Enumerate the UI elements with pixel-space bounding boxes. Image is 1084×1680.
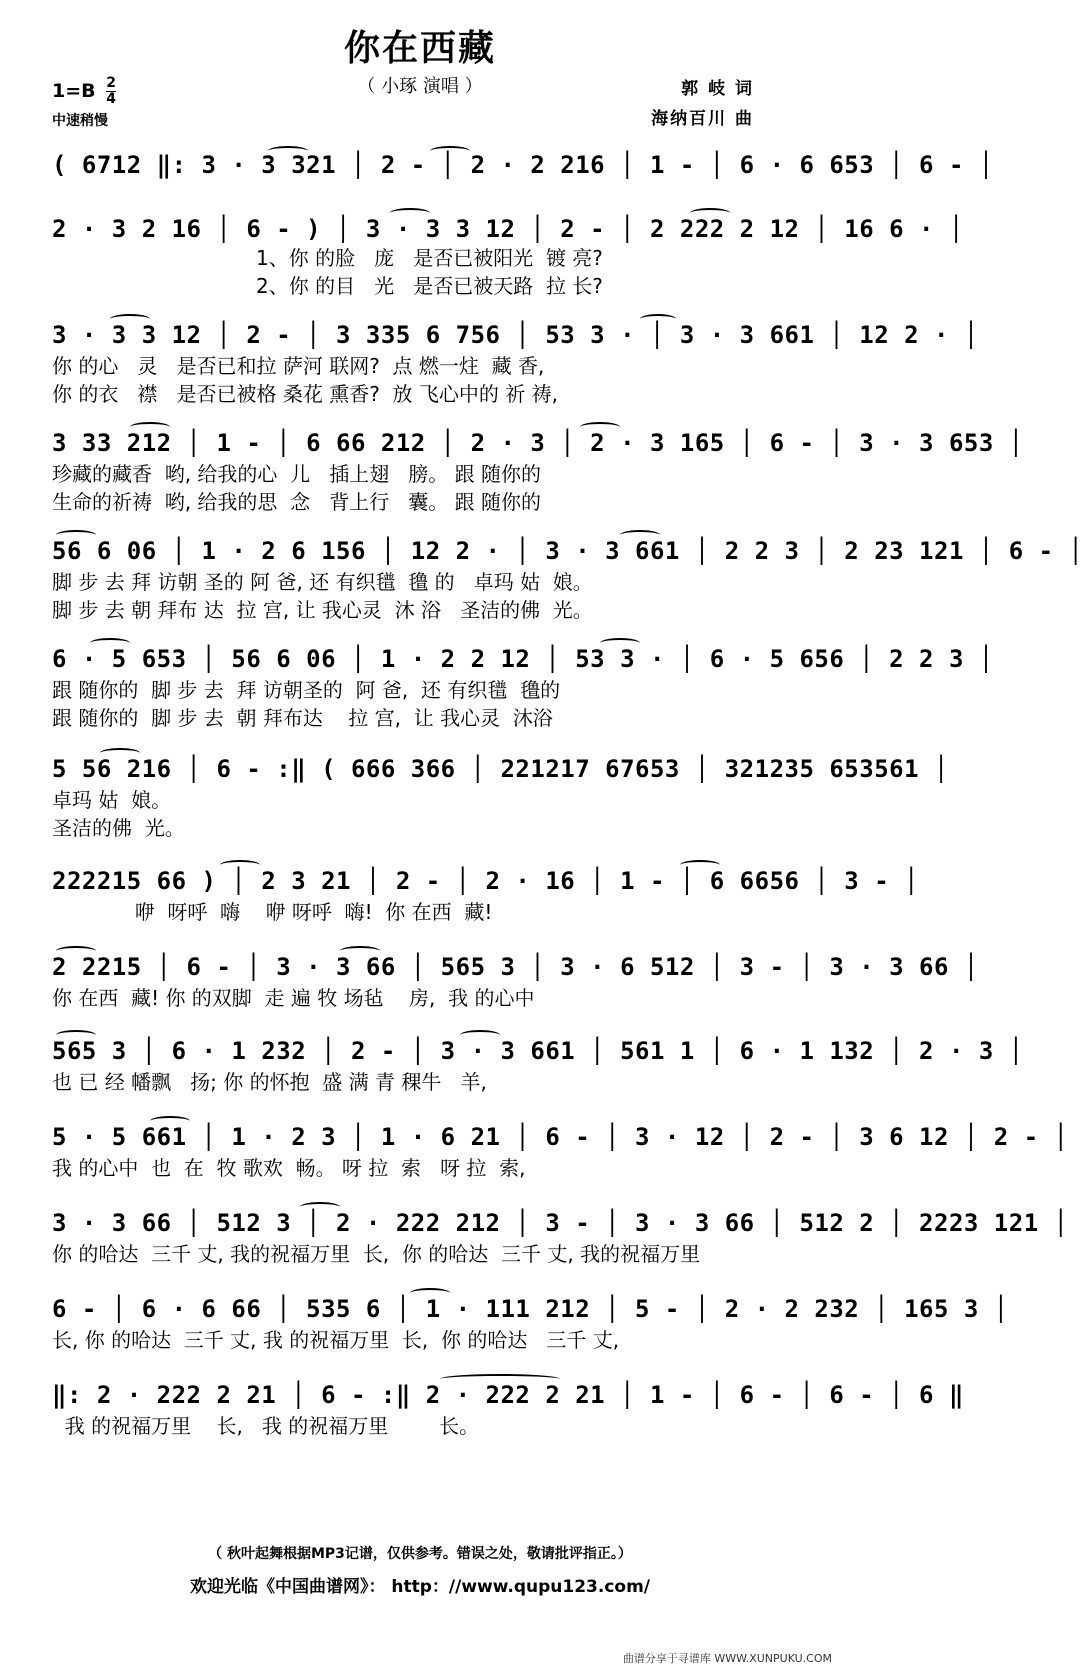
slur-mark bbox=[300, 1202, 340, 1212]
notation-line-1: ( 6712 ‖: 3 · 3 321 │ 2 - │ 2 · 2 216 │ 1 - │ 6 · 6 653 │ 6 - │ bbox=[52, 151, 994, 179]
lyric-line-6a: 跟 随你的 脚 步 去 拜 访朝圣的 阿 爸, 还 有织氆 氇的 bbox=[52, 678, 561, 702]
lyric-line-7b: 圣洁的佛 光。 bbox=[52, 816, 185, 840]
notation-line-7: 5 56 216 │ 6 - :‖ ( 666 366 │ 221217 67653 │ 321235 653561 │ bbox=[52, 755, 949, 783]
site-link[interactable]: 欢迎光临《中国曲谱网》： http：//www.qupu123.com/ bbox=[189, 1577, 650, 1597]
slur-mark bbox=[390, 208, 430, 218]
lyricist-credit: 郭 岐 词 bbox=[681, 79, 754, 99]
notation-line-5: 56 6 06 │ 1 · 2 6 156 │ 12 2 · │ 3 · 3 661 │ 2 2 3 │ 2 23 121 │ 6 - │ bbox=[52, 537, 1084, 565]
slur-mark bbox=[690, 208, 730, 218]
notation-line-3: 3 · 3 3 12 │ 2 - │ 3 335 6 756 │ 53 3 · │ 3 · 3 661 │ 12 2 · │ bbox=[52, 321, 979, 349]
slur-mark bbox=[600, 638, 640, 648]
lyric-line-4a: 珍藏的藏香 哟, 给我的心 儿 插上翅 膀。 跟 随你的 bbox=[52, 462, 542, 486]
tempo-marking: 中速稍慢 bbox=[52, 113, 108, 129]
transcription-note: （ 秋叶起舞根据MP3记谱，仅供参考。错误之处，敬请批评指正。） bbox=[208, 1546, 632, 1562]
lyric-line-5b: 脚 步 去 朝 拜布 达 拉 宫, 让 我心灵 沐 浴 圣洁的佛 光。 bbox=[52, 598, 593, 622]
composer-credit: 海纳百川 曲 bbox=[651, 109, 754, 129]
slur-mark bbox=[268, 146, 308, 156]
notation-line-14: ‖: 2 · 222 2 21 │ 6 - :‖ 2 · 222 2 21 │ 1 - │ 6 - │ 6 - │ 6 ‖ bbox=[52, 1381, 964, 1409]
lyric-line-13: 长, 你 的哈达 三千 丈, 我 的祝福万里 长, 你 的哈达 三千 丈, bbox=[52, 1328, 620, 1352]
slur-mark bbox=[440, 1374, 560, 1384]
slur-mark bbox=[130, 422, 170, 432]
watermark: 曲谱分享于寻谱库 WWW.XUNPUKU.COM bbox=[622, 1652, 832, 1665]
lyric-line-9: 你 在西 藏! 你 的双脚 走 遍 牧 场毡 房, 我 的心中 bbox=[52, 986, 535, 1010]
lyric-line-2a: 1、你 的脸 庞 是否已被阳光 镀 亮? bbox=[256, 246, 603, 270]
notation-line-11: 5 · 5 661 │ 1 · 2 3 │ 1 · 6 21 │ 6 - │ 3 · 12 │ 2 - │ 3 6 12 │ 2 - │ bbox=[52, 1123, 1069, 1151]
slur-mark bbox=[640, 314, 676, 324]
lyric-line-3a: 你 的心 灵 是否已和拉 萨河 联网? 点 燃一炷 藏 香, bbox=[52, 354, 545, 378]
key-value: 1=B bbox=[52, 80, 96, 102]
lyric-line-3b: 你 的衣 襟 是否已被格 桑花 熏香? 放 飞心中的 祈 祷, bbox=[52, 382, 558, 406]
song-title: 你在西藏 bbox=[343, 28, 496, 69]
lyric-line-6b: 跟 随你的 脚 步 去 朝 拜布达 拉 宫, 让 我心灵 沐浴 bbox=[52, 706, 553, 730]
singer-credit: （ 小琢 演唱 ） bbox=[357, 76, 483, 97]
lyric-line-5a: 脚 步 去 拜 访朝 圣的 阿 爸, 还 有织氆 氇 的 卓玛 姑 娘。 bbox=[52, 570, 593, 594]
slur-mark bbox=[620, 530, 660, 540]
lyric-line-7a: 卓玛 姑 娘。 bbox=[52, 788, 172, 812]
slur-mark bbox=[340, 946, 380, 956]
slur-mark bbox=[56, 530, 96, 540]
lyric-line-14: 我 的祝福万里 长, 我 的祝福万里 长。 bbox=[52, 1414, 480, 1438]
notation-line-9: 2 2215 │ 6 - │ 3 · 3 66 │ 565 3 │ 3 · 6 512 │ 3 - │ 3 · 3 66 │ bbox=[52, 953, 979, 981]
notation-line-4: 3 33 212 │ 1 - │ 6 66 212 │ 2 · 3 │ 2 · 3 165 │ 6 - │ 3 · 3 653 │ bbox=[52, 429, 1024, 457]
lyric-line-11: 我 的心中 也 在 牧 歌欢 畅。 呀 拉 索 呀 拉 索, bbox=[52, 1156, 526, 1180]
notation-line-8: 222215 66 ) │ 2 3 21 │ 2 - │ 2 · 16 │ 1 - │ 6 6656 │ 3 - │ bbox=[52, 867, 920, 895]
slur-mark bbox=[430, 146, 470, 156]
slur-mark bbox=[100, 748, 140, 758]
notation-line-2: 2 · 3 2 16 │ 6 - ) │ 3 · 3 3 12 │ 2 - │ 2 222 2 12 │ 16 6 · │ bbox=[52, 215, 964, 243]
notation-line-6: 6 · 5 653 │ 56 6 06 │ 1 · 2 2 12 │ 53 3 · │ 6 · 5 656 │ 2 2 3 │ bbox=[52, 645, 994, 673]
time-sig-bottom: 4 bbox=[106, 91, 116, 107]
lyric-line-8: 咿 呀呼 嗨 咿 呀呼 嗨! 你 在西 藏! bbox=[52, 900, 493, 924]
time-signature bbox=[106, 76, 116, 107]
key-signature bbox=[52, 76, 116, 107]
slur-mark bbox=[460, 1030, 500, 1040]
notation-line-10: 565 3 │ 6 · 1 232 │ 2 - │ 3 · 3 661 │ 561 1 │ 6 · 1 132 │ 2 · 3 │ bbox=[52, 1037, 1024, 1065]
slur-mark bbox=[580, 422, 620, 432]
slur-mark bbox=[110, 314, 150, 324]
lyric-line-4b: 生命的祈祷 哟, 给我的思 念 背上行 囊。 跟 随你的 bbox=[52, 490, 542, 514]
lyric-line-10: 也 已 经 幡飘 扬; 你 的怀抱 盛 满 青 稞牛 羊, bbox=[52, 1070, 487, 1094]
slur-mark bbox=[56, 946, 96, 956]
notation-line-12: 3 · 3 66 │ 512 3 │ 2 · 222 212 │ 3 - │ 3 · 3 66 │ 512 2 │ 2223 121 │ bbox=[52, 1209, 1069, 1237]
lyric-line-2b: 2、你 的目 光 是否已被天路 拉 长? bbox=[256, 274, 603, 298]
time-sig-top: 2 bbox=[106, 75, 116, 91]
slur-mark bbox=[90, 638, 130, 648]
slur-mark bbox=[220, 860, 260, 870]
slur-mark bbox=[56, 1030, 96, 1040]
slur-mark bbox=[150, 1116, 190, 1126]
lyric-line-12: 你 的哈达 三千 丈, 我的祝福万里 长, 你 的哈达 三千 丈, 我的祝福万里 bbox=[52, 1242, 701, 1266]
slur-mark bbox=[680, 860, 720, 870]
notation-line-13: 6 - │ 6 · 6 66 │ 535 6 │ 1 · 111 212 │ 5 - │ 2 · 2 232 │ 165 3 │ bbox=[52, 1295, 1009, 1323]
slur-mark bbox=[410, 1288, 450, 1298]
